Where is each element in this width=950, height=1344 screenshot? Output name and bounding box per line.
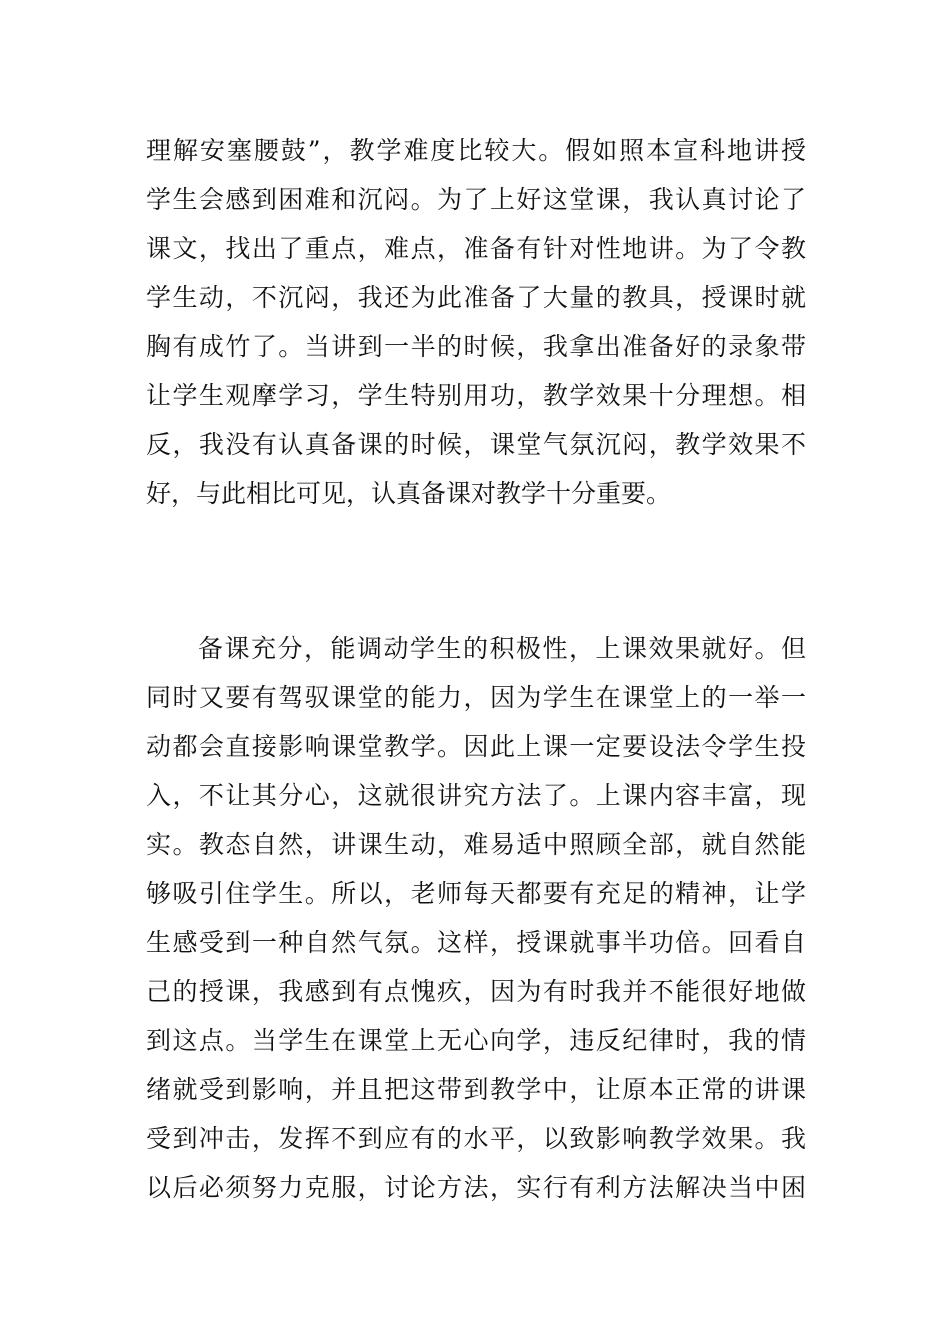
- text-line: 己的授课，我感到有点愧疚，因为有时我并不能很好地做: [146, 977, 806, 1006]
- text-line: 生感受到一种自然气氛。这样，授课就事半功倍。回看自: [146, 928, 806, 957]
- text-line: 受到冲击，发挥不到应有的水平，以致影响教学效果。我: [146, 1124, 806, 1153]
- text-line: 反，我没有认真备课的时候，课堂气氛沉闷，教学效果不: [146, 430, 806, 459]
- text-line: 到这点。当学生在课堂上无心向学，违反纪律时，我的情: [146, 1026, 806, 1055]
- text-line: 入，不让其分心，这就很讲究方法了。上课内容丰富，现: [146, 781, 806, 810]
- text-line: 够吸引住学生。所以，老师每天都要有充足的精神，让学: [146, 879, 806, 908]
- text-line: 胸有成竹了。当讲到一半的时候，我拿出准备好的录象带: [146, 332, 806, 361]
- paragraph-2: [146, 624, 806, 1212]
- text-line: 让学生观摩学习，学生特别用功，教学效果十分理想。相: [146, 381, 806, 410]
- text-line: 备课充分，能调动学生的积极性，上课效果就好。但: [198, 634, 806, 663]
- text-line: 动都会直接影响课堂教学。因此上课一定要设法令学生投: [146, 732, 806, 761]
- text-line: 好，与此相比可见，认真备课对教学十分重要。: [146, 479, 672, 508]
- text-line: 实。教态自然，讲课生动，难易适中照顾全部，就自然能: [146, 830, 806, 859]
- text-line: 学生会感到困难和沉闷。为了上好这堂课，我认真讨论了: [146, 185, 806, 214]
- text-line: 以后必须努力克服，讨论方法，实行有利方法解决当中困: [146, 1173, 806, 1202]
- paragraph-1: [146, 126, 806, 518]
- text-line: 理解安塞腰鼓”，教学难度比较大。假如照本宣科地讲授: [146, 136, 806, 165]
- text-line: 学生动，不沉闷，我还为此准备了大量的教具，授课时就: [146, 283, 806, 312]
- text-line: 课文，找出了重点，难点，准备有针对性地讲。为了令教: [146, 234, 806, 263]
- text-line: 绪就受到影响，并且把这带到教学中，让原本正常的讲课: [146, 1075, 806, 1104]
- text-line: 同时又要有驾驭课堂的能力，因为学生在课堂上的一举一: [146, 683, 806, 712]
